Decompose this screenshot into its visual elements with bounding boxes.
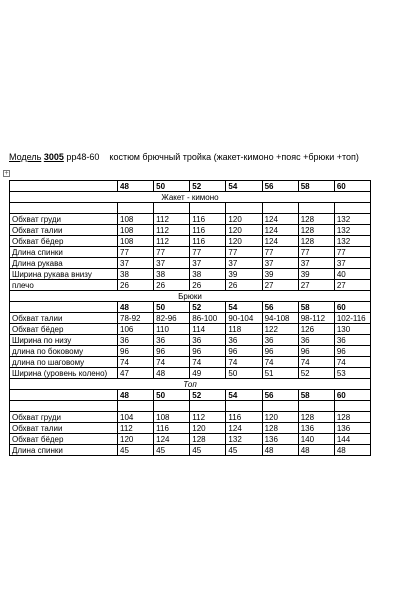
measure-value: 77: [262, 247, 298, 258]
measure-label: Обхват талии: [10, 313, 118, 324]
measure-value: 96: [262, 346, 298, 357]
empty-cell: [298, 401, 334, 412]
empty-cell: [226, 203, 262, 214]
measure-value: 112: [154, 214, 190, 225]
measure-value: 108: [118, 225, 154, 236]
measure-value: 36: [190, 335, 226, 346]
size-header-cell: 58: [298, 181, 334, 192]
empty-cell: [190, 203, 226, 214]
size-chart-table: [9, 180, 371, 456]
measure-value: 128: [298, 225, 334, 236]
empty-cell: [118, 203, 154, 214]
measure-value: 74: [334, 357, 370, 368]
measure-value: 77: [118, 247, 154, 258]
empty-cell: [298, 203, 334, 214]
size-header-cell: 60: [334, 390, 370, 401]
measure-value: 116: [190, 225, 226, 236]
measure-value: 128: [334, 412, 370, 423]
measure-value: 144: [334, 434, 370, 445]
measure-value: 98-112: [298, 313, 334, 324]
size-header-blank: [10, 390, 118, 401]
measure-value: 39: [262, 269, 298, 280]
measure-value: 104: [118, 412, 154, 423]
measure-value: 120: [118, 434, 154, 445]
measure-value: 36: [262, 335, 298, 346]
measure-value: 37: [334, 258, 370, 269]
measure-value: 26: [226, 280, 262, 291]
measure-value: 96: [190, 346, 226, 357]
table-move-handle-icon[interactable]: +: [4, 170, 9, 177]
trousers-section-title-cell: Брюки: [10, 291, 371, 302]
measure-label: Обхват бёдер: [10, 324, 118, 335]
measure-value: 38: [190, 269, 226, 280]
measure-label: Ширина рукава внизу: [10, 269, 118, 280]
jacket-section-title-cell: Жакет - кимоно: [10, 192, 371, 203]
measure-value: 37: [226, 258, 262, 269]
measure-value: 96: [154, 346, 190, 357]
size-header-cell: 58: [298, 302, 334, 313]
measure-value: 124: [154, 434, 190, 445]
measure-value: 48: [154, 368, 190, 379]
jacket-measure-row: [10, 280, 371, 291]
trousers-section-title: [10, 291, 371, 302]
size-header-cell: 58: [298, 390, 334, 401]
measure-value: 116: [190, 236, 226, 247]
empty-cell: [154, 203, 190, 214]
size-header-cell: 56: [262, 302, 298, 313]
model-label: Модель: [9, 152, 42, 162]
measure-value: 128: [298, 412, 334, 423]
measure-value: 120: [190, 423, 226, 434]
size-header-cell: 52: [190, 390, 226, 401]
measure-value: 47: [118, 368, 154, 379]
measure-value: 45: [118, 445, 154, 456]
measure-label: плечо: [10, 280, 118, 291]
top-blank-row: [10, 401, 371, 412]
measure-value: 136: [298, 423, 334, 434]
measure-value: 74: [118, 357, 154, 368]
size-header-cell: 48: [118, 390, 154, 401]
measure-value: 128: [298, 214, 334, 225]
empty-cell: [334, 203, 370, 214]
size-header-cell: 50: [154, 181, 190, 192]
measure-value: 130: [334, 324, 370, 335]
measure-value: 132: [334, 236, 370, 247]
size-header-cell: 48: [118, 181, 154, 192]
measure-value: 94-108: [262, 313, 298, 324]
top-measure-row: [10, 423, 371, 434]
measure-value: 110: [154, 324, 190, 335]
measure-value: 37: [154, 258, 190, 269]
measure-value: 36: [334, 335, 370, 346]
measure-value: 52: [298, 368, 334, 379]
size-header-cell: 50: [154, 302, 190, 313]
measure-value: 39: [226, 269, 262, 280]
measure-value: 77: [226, 247, 262, 258]
empty-cell: [154, 401, 190, 412]
measure-value: 124: [262, 214, 298, 225]
measure-value: 37: [298, 258, 334, 269]
measure-value: 38: [118, 269, 154, 280]
measure-value: 38: [154, 269, 190, 280]
measure-value: 74: [226, 357, 262, 368]
measure-value: 27: [262, 280, 298, 291]
measure-value: 108: [154, 412, 190, 423]
empty-cell: [10, 203, 118, 214]
size-header-cell: 50: [154, 390, 190, 401]
measure-value: 128: [190, 434, 226, 445]
measure-value: 126: [298, 324, 334, 335]
measure-value: 116: [154, 423, 190, 434]
measure-label: Ширина по низу: [10, 335, 118, 346]
measure-value: 36: [298, 335, 334, 346]
jacket-measure-row: [10, 214, 371, 225]
empty-cell: [10, 401, 118, 412]
trousers-measure-row: [10, 335, 371, 346]
measure-label: Обхват талии: [10, 423, 118, 434]
trousers-measure-row: [10, 357, 371, 368]
measure-value: 53: [334, 368, 370, 379]
size-header-cell: 60: [334, 302, 370, 313]
size-header-cell: 48: [118, 302, 154, 313]
top-size-header-row: [10, 390, 371, 401]
measure-value: 77: [298, 247, 334, 258]
model-number: 3005: [43, 152, 64, 162]
measure-label: Длина спинки: [10, 445, 118, 456]
jacket-measure-row: [10, 236, 371, 247]
size-header-cell: 56: [262, 390, 298, 401]
measure-value: 112: [190, 412, 226, 423]
size-header-cell: 52: [190, 302, 226, 313]
document-heading: [9, 152, 359, 162]
measure-value: 128: [298, 236, 334, 247]
measure-value: 37: [262, 258, 298, 269]
measure-value: 120: [226, 236, 262, 247]
jacket-measure-row: [10, 269, 371, 280]
measure-value: 124: [262, 225, 298, 236]
measure-value: 96: [334, 346, 370, 357]
measure-value: 96: [226, 346, 262, 357]
size-header-cell: 56: [262, 181, 298, 192]
size-header-blank: [10, 181, 118, 192]
measure-value: 36: [226, 335, 262, 346]
measure-value: 90-104: [226, 313, 262, 324]
measure-value: 45: [190, 445, 226, 456]
empty-cell: [262, 203, 298, 214]
measure-value: 48: [262, 445, 298, 456]
measure-value: 26: [118, 280, 154, 291]
measure-value: 82-96: [154, 313, 190, 324]
measure-value: 136: [334, 423, 370, 434]
size-range: рр48-60: [66, 152, 100, 162]
measure-value: 40: [334, 269, 370, 280]
measure-value: 96: [118, 346, 154, 357]
measure-label: Длина спинки: [10, 247, 118, 258]
measure-value: 124: [262, 236, 298, 247]
size-header-cell: 60: [334, 181, 370, 192]
measure-value: 51: [262, 368, 298, 379]
measure-value: 36: [154, 335, 190, 346]
trousers-measure-row: [10, 324, 371, 335]
measure-value: 118: [226, 324, 262, 335]
measure-value: 132: [226, 434, 262, 445]
measure-value: 45: [154, 445, 190, 456]
measure-value: 48: [334, 445, 370, 456]
empty-cell: [118, 401, 154, 412]
jacket-measure-row: [10, 225, 371, 236]
empty-cell: [190, 401, 226, 412]
measure-value: 112: [118, 423, 154, 434]
measure-label: Ширина (уровень колено): [10, 368, 118, 379]
top-measure-row: [10, 445, 371, 456]
measure-value: 45: [226, 445, 262, 456]
measure-value: 77: [190, 247, 226, 258]
measure-label: Обхват бёдер: [10, 434, 118, 445]
trousers-measure-row: [10, 313, 371, 324]
trousers-measure-row: [10, 368, 371, 379]
measure-value: 77: [334, 247, 370, 258]
measure-label: Длина рукава: [10, 258, 118, 269]
measure-value: 37: [190, 258, 226, 269]
measure-value: 77: [154, 247, 190, 258]
measure-value: 120: [226, 225, 262, 236]
measure-value: 112: [154, 236, 190, 247]
size-chart-body: [10, 181, 371, 456]
empty-cell: [226, 401, 262, 412]
measure-value: 120: [226, 214, 262, 225]
size-header-cell: 54: [226, 181, 262, 192]
measure-value: 116: [226, 412, 262, 423]
measure-value: 96: [298, 346, 334, 357]
jacket-blank-row: [10, 203, 371, 214]
size-header-blank: [10, 302, 118, 313]
jacket-section-title: [10, 192, 371, 203]
measure-value: 86-100: [190, 313, 226, 324]
top-section-title: [10, 379, 371, 390]
measure-label: Обхват груди: [10, 412, 118, 423]
measure-value: 74: [154, 357, 190, 368]
measure-value: 49: [190, 368, 226, 379]
empty-cell: [262, 401, 298, 412]
measure-value: 36: [118, 335, 154, 346]
measure-value: 102-116: [334, 313, 370, 324]
measure-value: 26: [154, 280, 190, 291]
measure-value: 39: [298, 269, 334, 280]
trousers-size-header-row: [10, 302, 371, 313]
jacket-measure-row: [10, 247, 371, 258]
measure-value: 78-92: [118, 313, 154, 324]
trousers-measure-row: [10, 346, 371, 357]
measure-value: 27: [298, 280, 334, 291]
measure-value: 50: [226, 368, 262, 379]
measure-value: 108: [118, 236, 154, 247]
measure-value: 74: [190, 357, 226, 368]
measure-value: 48: [298, 445, 334, 456]
measure-value: 132: [334, 214, 370, 225]
measure-value: 74: [262, 357, 298, 368]
measure-label: Обхват груди: [10, 214, 118, 225]
measure-value: 116: [190, 214, 226, 225]
measure-value: 124: [226, 423, 262, 434]
size-header-cell: 52: [190, 181, 226, 192]
measure-value: 37: [118, 258, 154, 269]
measure-value: 108: [118, 214, 154, 225]
measure-label: длина по шаговому: [10, 357, 118, 368]
measure-value: 106: [118, 324, 154, 335]
measure-value: 140: [298, 434, 334, 445]
measure-label: длина по боковому: [10, 346, 118, 357]
measure-value: 114: [190, 324, 226, 335]
empty-cell: [334, 401, 370, 412]
measure-value: 128: [262, 423, 298, 434]
measure-value: 26: [190, 280, 226, 291]
jacket-measure-row: [10, 258, 371, 269]
measure-value: 74: [298, 357, 334, 368]
measure-value: 120: [262, 412, 298, 423]
measure-value: 122: [262, 324, 298, 335]
model-description: костюм брючный тройка (жакет-кимоно +пояс +брюки +топ): [109, 152, 359, 162]
top-measure-row: [10, 412, 371, 423]
size-header-cell: 54: [226, 302, 262, 313]
top-measure-row: [10, 434, 371, 445]
measure-value: 132: [334, 225, 370, 236]
measure-value: 136: [262, 434, 298, 445]
jacket-size-header-row: [10, 181, 371, 192]
measure-value: 27: [334, 280, 370, 291]
top-section-title-cell: Топ: [10, 379, 371, 390]
measure-value: 112: [154, 225, 190, 236]
measure-label: Обхват бёдер: [10, 236, 118, 247]
size-header-cell: 54: [226, 390, 262, 401]
measure-label: Обхват талии: [10, 225, 118, 236]
